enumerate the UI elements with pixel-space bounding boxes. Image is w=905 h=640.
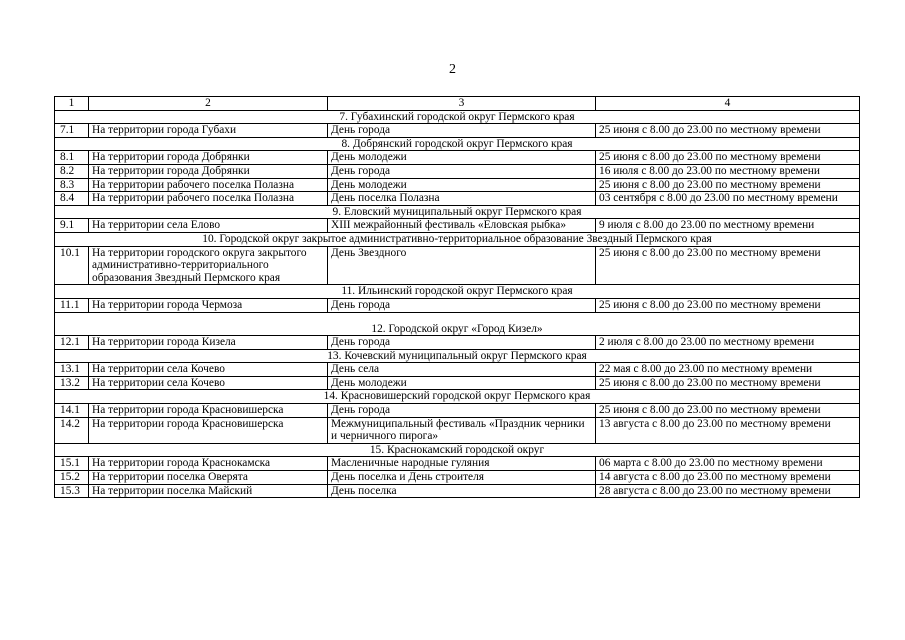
table-row <box>55 457 860 471</box>
row-number: 15.2 <box>55 471 89 485</box>
row-place: На территории поселка Майский <box>89 484 328 498</box>
table-row <box>55 484 860 498</box>
section-heading: 15. Краснокамский городской округ <box>55 443 860 457</box>
row-number: 8.3 <box>55 178 89 192</box>
row-event: День города <box>328 124 596 138</box>
row-time: 25 июня с 8.00 до 23.00 по местному времени <box>596 404 860 418</box>
row-time: 2 июля с 8.00 до 23.00 по местному времени <box>596 336 860 350</box>
row-event: Масленичные народные гуляния <box>328 457 596 471</box>
row-event: XIII межрайонный фестиваль «Еловская рыбка» <box>328 219 596 233</box>
table-row <box>55 298 860 312</box>
row-event: День города <box>328 336 596 350</box>
column-number-row <box>55 97 860 111</box>
column-number-2: 2 <box>89 97 328 111</box>
row-event: День города <box>328 404 596 418</box>
table-row <box>55 246 860 285</box>
column-number-1: 1 <box>55 97 89 111</box>
table-row <box>55 363 860 377</box>
row-number: 12.1 <box>55 336 89 350</box>
row-place: На территории города Кизела <box>89 336 328 350</box>
table-row <box>55 124 860 138</box>
row-time: 22 мая с 8.00 до 23.00 по местному времени <box>596 363 860 377</box>
row-event: День города <box>328 164 596 178</box>
row-event: День поселка и День строителя <box>328 471 596 485</box>
section-heading: 7. Губахинский городской округ Пермского края <box>55 110 860 124</box>
row-time: 16 июля с 8.00 до 23.00 по местному времени <box>596 164 860 178</box>
row-place: На территории города Красновишерска <box>89 404 328 418</box>
table-row <box>55 471 860 485</box>
row-event: Межмуниципальный фестиваль «Праздник черники и черничного пирога» <box>328 417 596 443</box>
section-heading: 9. Еловский муниципальный округ Пермского края <box>55 205 860 219</box>
table-row <box>55 219 860 233</box>
row-number: 8.4 <box>55 192 89 206</box>
section-heading-row <box>55 349 860 363</box>
row-number: 13.1 <box>55 363 89 377</box>
table-row <box>55 178 860 192</box>
row-number: 15.1 <box>55 457 89 471</box>
row-event: День Звездного <box>328 246 596 285</box>
section-heading: 13. Кочевский муниципальный округ Пермского края <box>55 349 860 363</box>
row-number: 10.1 <box>55 246 89 285</box>
row-time: 9 июля с 8.00 до 23.00 по местному времени <box>596 219 860 233</box>
row-time: 06 марта с 8.00 до 23.00 по местному времени <box>596 457 860 471</box>
events-table <box>54 96 860 498</box>
row-event: День города <box>328 298 596 312</box>
section-heading-row <box>55 390 860 404</box>
section-heading: 8. Добрянский городской округ Пермского края <box>55 137 860 151</box>
section-heading-row <box>55 137 860 151</box>
row-event: День поселка <box>328 484 596 498</box>
row-time: 25 июня с 8.00 до 23.00 по местному времени <box>596 246 860 285</box>
row-event: День молодежи <box>328 151 596 165</box>
row-time: 13 августа с 8.00 до 23.00 по местному времени <box>596 417 860 443</box>
row-event: День молодежи <box>328 376 596 390</box>
row-number: 8.1 <box>55 151 89 165</box>
row-place: На территории города Добрянки <box>89 151 328 165</box>
row-place: На территории города Добрянки <box>89 164 328 178</box>
table-row <box>55 417 860 443</box>
row-time: 03 сентября с 8.00 до 23.00 по местному времени <box>596 192 860 206</box>
row-number: 14.2 <box>55 417 89 443</box>
row-time: 25 июня с 8.00 до 23.00 по местному времени <box>596 124 860 138</box>
section-heading: 14. Красновишерский городской округ Пермского края <box>55 390 860 404</box>
table-row <box>55 404 860 418</box>
row-number: 13.2 <box>55 376 89 390</box>
row-number: 7.1 <box>55 124 89 138</box>
row-event: День поселка Полазна <box>328 192 596 206</box>
row-place: На территории городского округа закрытого административно-территориального образования Звездный Пермского края <box>89 246 328 285</box>
section-heading: 11. Ильинский городской округ Пермского края <box>55 285 860 299</box>
row-place: На территории села Кочево <box>89 363 328 377</box>
row-place: На территории села Кочево <box>89 376 328 390</box>
row-place: На территории города Краснокамска <box>89 457 328 471</box>
section-heading-row <box>55 285 860 299</box>
row-time: 28 августа с 8.00 до 23.00 по местному времени <box>596 484 860 498</box>
table-row <box>55 164 860 178</box>
row-event: День молодежи <box>328 178 596 192</box>
row-place: На территории поселка Оверята <box>89 471 328 485</box>
row-place: На территории рабочего поселка Полазна <box>89 178 328 192</box>
row-place: На территории города Губахи <box>89 124 328 138</box>
section-heading-row <box>55 443 860 457</box>
row-time: 25 июня с 8.00 до 23.00 по местному времени <box>596 151 860 165</box>
section-heading-row <box>55 110 860 124</box>
column-number-4: 4 <box>596 97 860 111</box>
row-number: 11.1 <box>55 298 89 312</box>
row-number: 15.3 <box>55 484 89 498</box>
table-row <box>55 151 860 165</box>
page-number: 2 <box>449 62 456 77</box>
row-place: На территории города Чермоза <box>89 298 328 312</box>
section-heading: 10. Городской округ закрытое административно-территориальное образование Звездный Пермского края <box>55 232 860 246</box>
section-heading-row <box>55 232 860 246</box>
section-heading-row <box>55 312 860 336</box>
row-number: 14.1 <box>55 404 89 418</box>
section-heading: 12. Городской округ «Город Кизел» <box>55 312 860 336</box>
column-number-3: 3 <box>328 97 596 111</box>
row-number: 8.2 <box>55 164 89 178</box>
table-row <box>55 376 860 390</box>
row-place: На территории рабочего поселка Полазна <box>89 192 328 206</box>
row-place: На территории села Елово <box>89 219 328 233</box>
row-time: 14 августа с 8.00 до 23.00 по местному времени <box>596 471 860 485</box>
table-row <box>55 192 860 206</box>
section-heading-row <box>55 205 860 219</box>
row-number: 9.1 <box>55 219 89 233</box>
row-time: 25 июня с 8.00 до 23.00 по местному времени <box>596 298 860 312</box>
table-row <box>55 336 860 350</box>
row-place: На территории города Красновишерска <box>89 417 328 443</box>
row-time: 25 июня с 8.00 до 23.00 по местному времени <box>596 376 860 390</box>
row-event: День села <box>328 363 596 377</box>
row-time: 25 июня с 8.00 до 23.00 по местному времени <box>596 178 860 192</box>
